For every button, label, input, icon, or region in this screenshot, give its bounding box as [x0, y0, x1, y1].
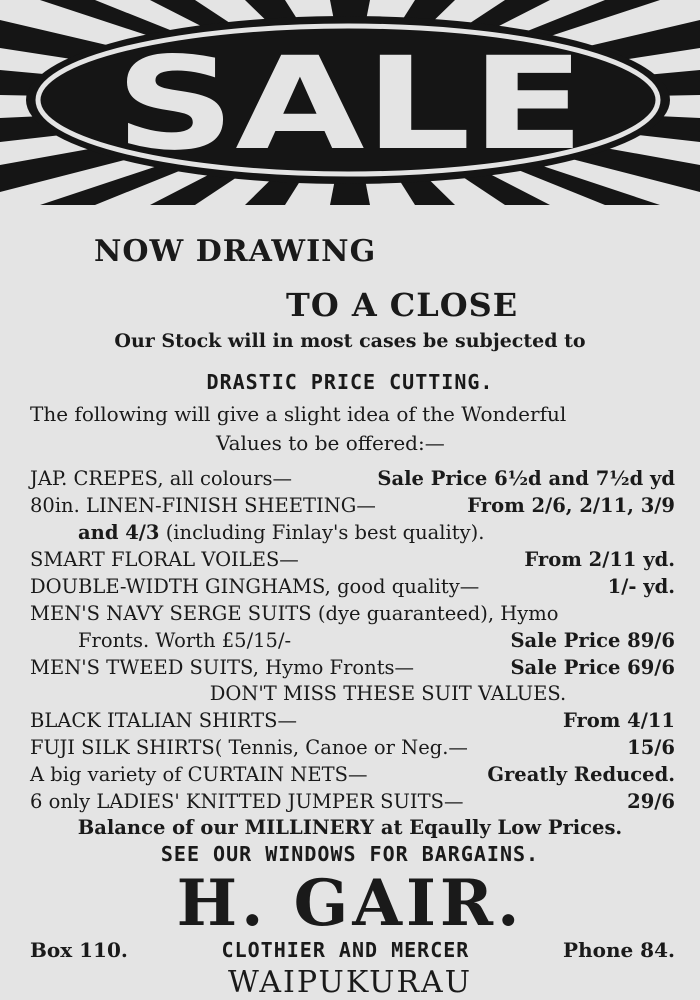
stock-notice: Our Stock will in most cases be subjected to [114, 330, 586, 352]
item-tweed-suits [30, 656, 675, 679]
box-number: Box 110. [30, 938, 128, 962]
item-ginghams [30, 575, 675, 598]
millinery-notice: Balance of our MILLINERY at Eqaully Low Prices. [77, 816, 623, 839]
dont-miss-text: DON'T MISS THESE SUIT VALUES. [209, 682, 567, 705]
sale-title: SALE [115, 30, 585, 179]
item-price: 15/6 [627, 736, 675, 759]
item-sheeting-continued [78, 521, 675, 544]
item-price: From 2/11 yd. [524, 548, 675, 571]
item-text: 80in. LINEN-FINISH SHEETING— [30, 494, 376, 517]
item-text: DOUBLE-WIDTH GINGHAMS, good quality— [30, 575, 480, 598]
item-price: Greatly Reduced. [487, 763, 675, 786]
intro-line-1: The following will give a slight idea of the Wonderful [30, 402, 567, 426]
item-text: 6 only LADIES' KNITTED JUMPER SUITS— [30, 790, 464, 813]
see-windows-notice: SEE OUR WINDOWS FOR BARGAINS. [160, 842, 540, 866]
item-curtain-nets [30, 763, 675, 786]
item-text: SMART FLORAL VOILES— [30, 548, 299, 571]
merchant-details [30, 938, 675, 962]
item-text: (including Finlay's best quality). [159, 521, 485, 544]
item-price: From 4/11 [562, 709, 675, 732]
item-text: BLACK ITALIAN SHIRTS— [30, 709, 298, 732]
item-navy-suits [30, 602, 675, 625]
item-text: MEN'S NAVY SERGE SUITS (dye guaranteed), Hymo [30, 602, 559, 625]
item-text: FUJI SILK SHIRTS( Tennis, Canoe or Neg.— [30, 736, 468, 759]
item-text: A big variety of CURTAIN NETS— [30, 763, 368, 786]
town-name: WAIPUKURAU [228, 965, 472, 1000]
drastic-price-cutting: DRASTIC PRICE CUTTING. [206, 370, 494, 394]
item-text: Fronts. Worth £5/15/- [78, 629, 292, 652]
intro-line-2: Values to be offered:— [216, 431, 445, 455]
item-text: MEN'S TWEED SUITS, Hymo Fronts— [30, 656, 415, 679]
item-fuji-shirts [30, 736, 675, 759]
item-italian-shirts [30, 709, 675, 732]
sunburst-graphic [0, 0, 700, 205]
item-voiles [30, 548, 675, 571]
item-price: Sale Price 6½d and 7½d yd [377, 467, 675, 490]
headline-to-a-close: TO A CLOSE [286, 286, 519, 324]
trade-description: CLOTHIER AND MERCER [221, 938, 470, 962]
item-text: JAP. CREPES, all colours— [30, 467, 293, 490]
item-price: 29/6 [627, 790, 675, 813]
item-price: From 2/6, 2/11, 3/9 [467, 494, 675, 517]
item-price: Sale Price 69/6 [510, 656, 675, 679]
merchant-name: H. GAIR. [176, 866, 524, 941]
item-jumper-suits [30, 790, 675, 813]
phone-number: Phone 84. [563, 938, 675, 962]
item-price: 1/- yd. [607, 575, 675, 598]
sale-banner [0, 0, 700, 205]
item-price: Sale Price 89/6 [510, 629, 675, 652]
item-price: and 4/3 [78, 521, 160, 544]
item-jap-crepes [30, 467, 675, 490]
item-navy-suits-continued [78, 629, 675, 652]
headline-now-drawing: NOW DRAWING [94, 234, 377, 269]
dont-miss-notice [128, 682, 648, 705]
item-sheeting [30, 494, 675, 517]
